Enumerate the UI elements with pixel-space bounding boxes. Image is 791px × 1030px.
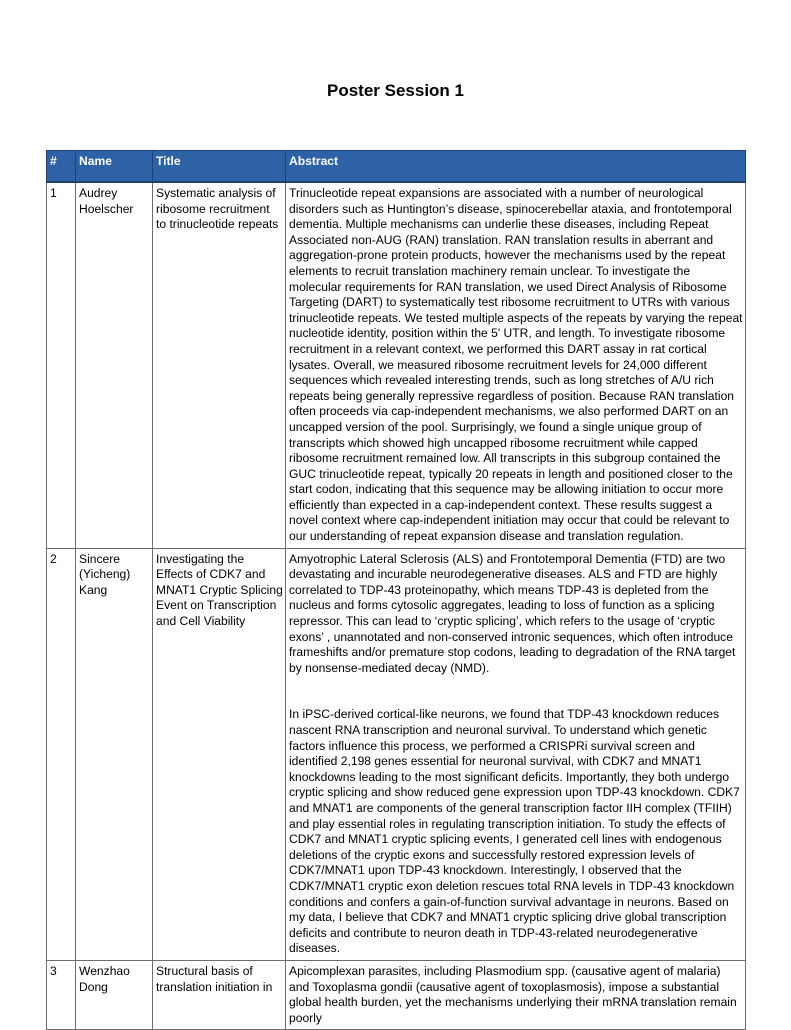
poster-session-table — [46, 150, 746, 1030]
abstract-paragraph: In iPSC-derived cortical-like neurons, we found that TDP-43 knockdown reduces nascent RNA transcription and neuronal survival. To understand which genetic factors influence this process, we performed a CRISPRi survival screen and identified 2,198 genes essential for neuronal survival, with CDK7 and MNAT1 knockdowns leading to the most significant deficits. Importantly, they both undergo cryptic splicing and show reduced gene expression upon TDP-43 knockdown. CDK7 and MNAT1 are components of the general transcription factor IIH complex (TFIIH) and play essential roles in regulating transcription initiation. To study the effects of CDK7 and MNAT1 cryptic splicing events, I generated cell lines with endogenous deletions of the cryptic exons and successfully restored expression levels of CDK7/MNAT1 upon TDP-43 knockdown. Interestingly, I observed that the CDK7/MNAT1 cryptic exon deletion rescues total RNA levels in TDP-43 knockdown conditions and confers a gain-of-function survival advantage in neurons. Based on my data, I believe that CDK7 and MNAT1 cryptic splicing drive global transcription deficits and contribute to neuron death in TDP-43-related neurodegenerative diseases. — [289, 707, 740, 956]
poster-abstract — [286, 548, 746, 960]
presenter-name: Sincere (Yicheng) Kang — [76, 548, 153, 960]
poster-title: Systematic analysis of ribosome recruitment to trinucleotide repeats — [153, 182, 286, 548]
abstract-paragraph: Trinucleotide repeat expansions are associated with a number of neurological disorders such as Huntington’s disease, spinocerebellar ataxia, and frontotemporal dementia. Multiple mechanisms can underlie these diseases, including Repeat Associated non-AUG (RAN) translation. RAN translation results in aberrant and aggregation-prone protein products, however the mechanisms used by the repeat elements to recruit translation machinery remain unclear. To investigate the molecular requirements for RAN translation, we used Direct Analysis of Ribosome Targeting (DART) to systematically test ribosome recruitment to UTRs with various trinucleotide repeats. We tested multiple aspects of the repeats by varying the repeat nucleotide identity, position within the 5' UTR, and length. To investigate ribosome recruitment in a relevant context, we performed this DART assay in rat cortical lysates. Overall, we measured ribosome recruitment levels for 24,000 different sequences which revealed interesting trends, such as long stretches of A/U rich repeats being generally repressive regardless of position. Because RAN translation often proceeds via cap-independent mechanisms, we also performed DART on an uncapped version of the pool. Surprisingly, we found a single unique group of transcripts which showed high uncapped ribosome recruitment while capped ribosome recruitment remained low. All transcripts in this subgroup contained the GUC trinucleotide repeat, typically 20 repeats in length and positioned closer to the start codon, indicating that this sequence may be allowing initiation to occur more efficiently than expected in a cap-independent context. These results suggest a novel context where cap-independent initiation may occur that could be relevant to our understanding of repeat expansion disease and translation regulation. — [289, 186, 743, 544]
poster-title: Structural basis of translation initiation in — [153, 960, 286, 1029]
table-row — [47, 182, 746, 548]
poster-number: 2 — [47, 548, 76, 960]
poster-number: 1 — [47, 182, 76, 548]
abstract-paragraph: Apicomplexan parasites, including Plasmodium spp. (causative agent of malaria) and Toxoplasma gondii (causative agent of toxoplasmosis), impose a substantial global health burden, yet the mechanisms underlying their mRNA translation remain poorly — [289, 963, 737, 1025]
column-header-name: Name — [76, 151, 153, 183]
page-title: Poster Session 1 — [326, 81, 464, 100]
poster-abstract — [286, 960, 746, 1029]
presenter-name: Wenzhao Dong — [76, 960, 153, 1029]
table-row — [47, 548, 746, 960]
poster-title: Investigating the Effects of CDK7 and MNAT1 Cryptic Splicing Event on Transcription and Cell Viability — [153, 548, 286, 960]
abstract-paragraph: Amyotrophic Lateral Sclerosis (ALS) and Frontotemporal Dementia (FTD) are two devastating and incurable neurodegenerative diseases. ALS and FTD are highly correlated to TDP-43 proteinopathy, which means TDP-43 is depleted from the nucleus and forms cytosolic aggregates, leading to loss of function as a splicing repressor. This can lead to ‘cryptic splicing’, which refers to the usage of ‘cryptic exons’ , unannotated and non-conserved intronic sequences, which often introduce frameshifts and/or premature stop codons, leading to degradation of the RNA target by nonsense-mediated decay (NMD). — [289, 551, 736, 675]
poster-number: 3 — [47, 960, 76, 1029]
presenter-name: Audrey Hoelscher — [76, 182, 153, 548]
column-header-title: Title — [153, 151, 286, 183]
column-header-abstract: Abstract — [286, 151, 746, 183]
poster-abstract — [286, 182, 746, 548]
column-header-number: # — [47, 151, 76, 183]
table-row — [47, 960, 746, 1029]
table-header-row — [47, 151, 746, 183]
